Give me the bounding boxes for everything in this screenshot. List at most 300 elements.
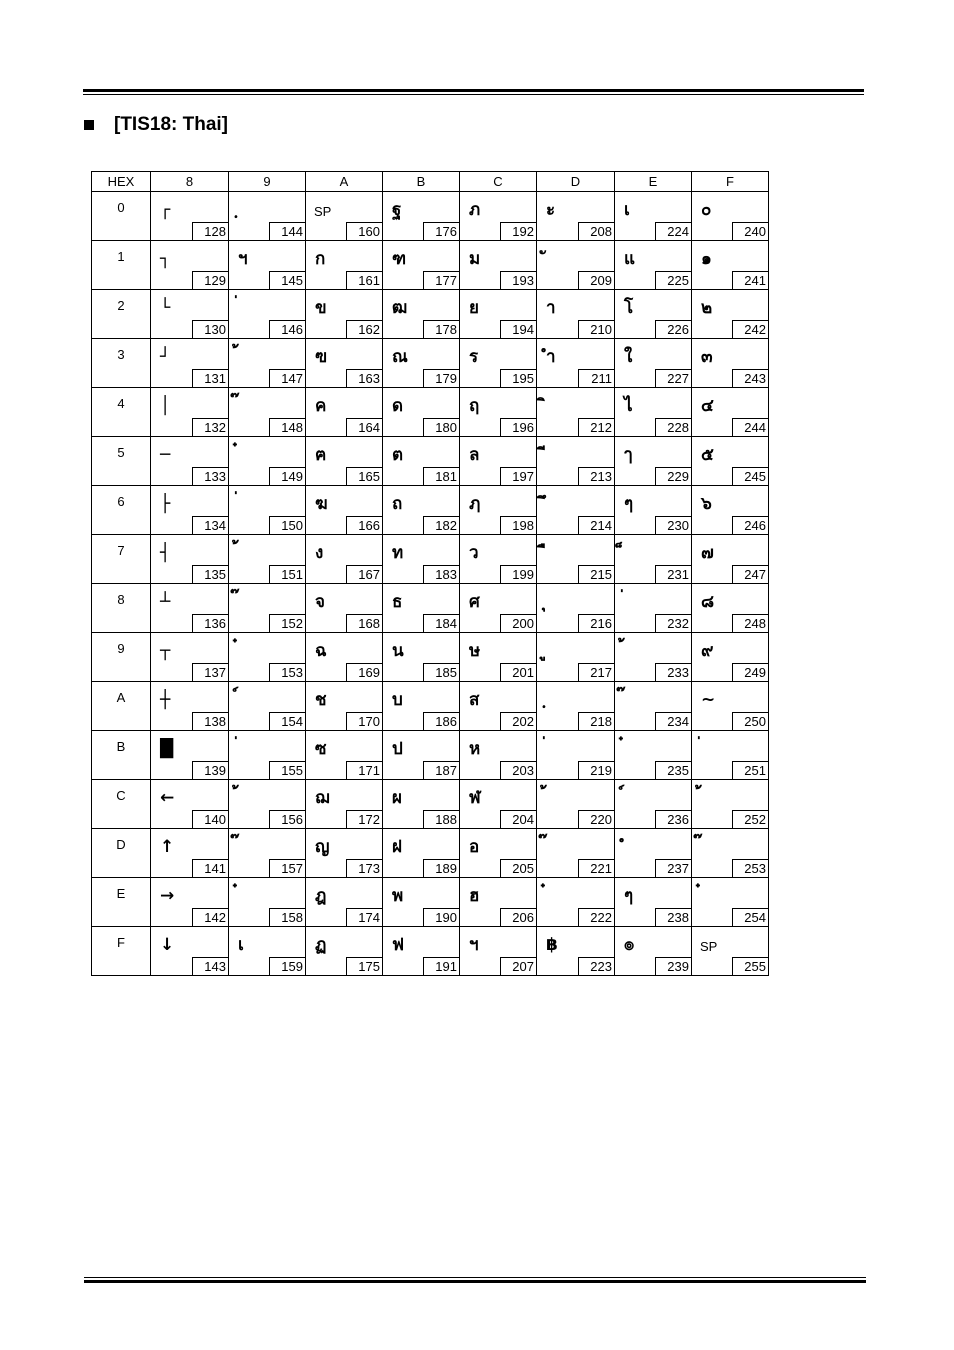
char-cell — [306, 388, 383, 437]
table-row — [92, 437, 769, 486]
char-cell — [537, 878, 615, 927]
char-code: 153 — [269, 663, 306, 682]
char-cell — [306, 927, 383, 976]
char-code: 169 — [346, 663, 383, 682]
char-code: 187 — [423, 761, 460, 780]
char-code: 135 — [192, 565, 229, 584]
row-hex-label: 5 — [92, 437, 151, 486]
char-glyph: เ — [624, 200, 630, 220]
row-hex-label: 1 — [92, 241, 151, 290]
char-glyph: ฑ — [392, 249, 407, 269]
char-code: 147 — [269, 369, 306, 388]
char-code: 196 — [500, 418, 537, 437]
row-hex-label: 8 — [92, 584, 151, 633]
char-cell — [615, 878, 692, 927]
char-glyph: └ — [160, 298, 171, 318]
char-code: 193 — [500, 271, 537, 290]
char-glyph: ๔ — [701, 396, 714, 416]
char-cell — [615, 927, 692, 976]
char-glyph: ๆ — [624, 494, 634, 514]
char-code: 166 — [346, 516, 383, 535]
char-cell — [229, 241, 306, 290]
char-code: 191 — [423, 957, 460, 976]
char-code: 176 — [423, 222, 460, 241]
char-code: 194 — [500, 320, 537, 339]
char-cell — [460, 241, 537, 290]
char-glyph: → — [160, 886, 175, 906]
char-cell — [383, 486, 460, 535]
char-code: 216 — [578, 614, 615, 633]
char-cell — [460, 584, 537, 633]
char-code: 195 — [500, 369, 537, 388]
char-cell — [151, 927, 229, 976]
char-code: 141 — [192, 859, 229, 878]
char-cell — [460, 878, 537, 927]
char-cell — [306, 241, 383, 290]
char-glyph: ├ — [160, 494, 171, 514]
char-cell — [306, 731, 383, 780]
char-code: 163 — [346, 369, 383, 388]
char-glyph: ← — [160, 788, 175, 808]
char-cell — [151, 486, 229, 535]
char-cell — [460, 731, 537, 780]
char-code: 248 — [732, 614, 769, 633]
char-code: 161 — [346, 271, 383, 290]
char-glyph: ศ — [469, 592, 480, 612]
char-code: 226 — [655, 320, 692, 339]
char-glyph: ๖ — [701, 494, 712, 514]
char-cell — [692, 731, 769, 780]
char-glyph: ┴ — [160, 592, 171, 612]
char-code: 165 — [346, 467, 383, 486]
char-glyph: ๅ — [624, 445, 633, 465]
char-glyph: ฟ — [392, 935, 405, 955]
char-code: 181 — [423, 467, 460, 486]
char-glyph: ท — [392, 543, 404, 563]
char-cell — [229, 290, 306, 339]
table-header-row — [92, 172, 769, 192]
char-cell — [383, 584, 460, 633]
table-row — [92, 535, 769, 584]
char-cell — [383, 535, 460, 584]
char-glyph: ฯ — [238, 249, 248, 269]
column-header: 9 — [229, 172, 306, 192]
char-glyph: ฐ — [392, 200, 402, 220]
char-code: 204 — [500, 810, 537, 829]
char-glyph: ๆ — [624, 886, 634, 906]
char-cell — [229, 780, 306, 829]
char-cell — [229, 731, 306, 780]
char-cell — [460, 486, 537, 535]
char-code: 250 — [732, 712, 769, 731]
char-cell — [383, 241, 460, 290]
char-cell — [460, 829, 537, 878]
char-glyph: ม — [469, 249, 481, 269]
char-cell — [306, 584, 383, 633]
char-glyph: ┼ — [160, 690, 171, 710]
char-code: 199 — [500, 565, 537, 584]
char-code: 224 — [655, 222, 692, 241]
char-glyph: ค — [315, 396, 327, 416]
char-glyph: ๙ — [701, 641, 714, 661]
char-cell — [383, 437, 460, 486]
row-hex-label: D — [92, 829, 151, 878]
char-cell — [383, 682, 460, 731]
char-glyph: ผ — [392, 788, 402, 808]
char-code: 174 — [346, 908, 383, 927]
char-cell — [537, 731, 615, 780]
character-code-table — [91, 171, 769, 976]
char-code: 140 — [192, 810, 229, 829]
char-code: 162 — [346, 320, 383, 339]
char-cell — [229, 682, 306, 731]
char-cell — [229, 486, 306, 535]
char-glyph: ┤ — [160, 543, 171, 563]
char-glyph: ย — [469, 298, 479, 318]
char-code: 186 — [423, 712, 460, 731]
char-cell — [537, 388, 615, 437]
char-glyph: ซ — [315, 739, 327, 759]
char-glyph: พ — [392, 886, 404, 906]
char-code: 155 — [269, 761, 306, 780]
char-code: 203 — [500, 761, 537, 780]
char-code: 130 — [192, 320, 229, 339]
char-code: 137 — [192, 663, 229, 682]
char-code: 185 — [423, 663, 460, 682]
char-glyph: ~ — [701, 690, 716, 710]
char-cell — [151, 388, 229, 437]
char-code: 251 — [732, 761, 769, 780]
char-glyph: ป — [392, 739, 403, 759]
char-cell — [460, 290, 537, 339]
char-glyph: ฯ — [469, 935, 479, 955]
char-code: 214 — [578, 516, 615, 535]
char-code: 143 — [192, 957, 229, 976]
char-cell — [615, 584, 692, 633]
char-code: 156 — [269, 810, 306, 829]
char-code: 210 — [578, 320, 615, 339]
char-glyph: ษ — [469, 641, 481, 661]
char-cell — [383, 339, 460, 388]
row-hex-label: B — [92, 731, 151, 780]
column-header: C — [460, 172, 537, 192]
char-cell — [151, 339, 229, 388]
char-glyph: ล — [469, 445, 480, 465]
char-cell — [615, 633, 692, 682]
char-glyph: ะ — [546, 200, 556, 220]
char-cell — [460, 682, 537, 731]
char-glyph: ↑ — [160, 837, 175, 857]
table-row — [92, 290, 769, 339]
char-cell — [151, 731, 229, 780]
char-cell — [151, 437, 229, 486]
char-glyph: ภ — [469, 200, 481, 220]
char-code: 239 — [655, 957, 692, 976]
char-code: 158 — [269, 908, 306, 927]
char-glyph: SP — [314, 204, 332, 219]
char-code: 178 — [423, 320, 460, 339]
char-cell — [692, 535, 769, 584]
char-glyph: ↓ — [160, 935, 175, 955]
char-code: 190 — [423, 908, 460, 927]
char-cell — [615, 780, 692, 829]
char-code: 197 — [500, 467, 537, 486]
char-code: 242 — [732, 320, 769, 339]
char-cell — [692, 290, 769, 339]
char-code: 249 — [732, 663, 769, 682]
char-glyph: SP — [700, 939, 718, 954]
char-code: 211 — [578, 369, 615, 388]
char-cell — [692, 192, 769, 241]
char-glyph: บ — [392, 690, 403, 710]
char-cell — [229, 584, 306, 633]
char-code: 180 — [423, 418, 460, 437]
char-code: 218 — [578, 712, 615, 731]
char-cell — [383, 780, 460, 829]
char-glyph: ๒ — [701, 298, 713, 318]
char-cell — [460, 339, 537, 388]
char-cell — [460, 780, 537, 829]
char-code: 237 — [655, 859, 692, 878]
char-code: 225 — [655, 271, 692, 290]
char-glyph: ฉ — [315, 641, 327, 661]
char-cell — [460, 633, 537, 682]
char-code: 152 — [269, 614, 306, 633]
char-cell — [151, 290, 229, 339]
char-cell — [229, 388, 306, 437]
char-cell — [692, 339, 769, 388]
char-cell — [229, 878, 306, 927]
char-code: 230 — [655, 516, 692, 535]
char-cell — [151, 780, 229, 829]
row-hex-label: 3 — [92, 339, 151, 388]
char-code: 252 — [732, 810, 769, 829]
char-glyph: ฬ — [469, 788, 481, 808]
char-code: 148 — [269, 418, 306, 437]
row-hex-label: F — [92, 927, 151, 976]
char-glyph: ๕ — [701, 445, 714, 465]
char-code: 223 — [578, 957, 615, 976]
char-cell — [692, 486, 769, 535]
char-glyph: ๘ — [701, 592, 715, 612]
char-code: 182 — [423, 516, 460, 535]
char-cell — [151, 584, 229, 633]
table-row — [92, 682, 769, 731]
char-code: 232 — [655, 614, 692, 633]
char-code: 170 — [346, 712, 383, 731]
char-cell — [615, 486, 692, 535]
char-glyph: ห — [469, 739, 481, 759]
char-code: 235 — [655, 761, 692, 780]
char-glyph: ฏ — [315, 935, 327, 955]
square-bullet-icon — [84, 120, 94, 130]
char-cell — [615, 829, 692, 878]
char-cell — [692, 437, 769, 486]
row-hex-label: 9 — [92, 633, 151, 682]
char-code: 179 — [423, 369, 460, 388]
char-code: 202 — [500, 712, 537, 731]
char-cell — [692, 878, 769, 927]
char-cell — [615, 388, 692, 437]
char-glyph: ─ — [160, 445, 171, 465]
char-code: 243 — [732, 369, 769, 388]
char-code: 159 — [269, 957, 306, 976]
char-code: 213 — [578, 467, 615, 486]
char-cell — [306, 339, 383, 388]
char-code: 222 — [578, 908, 615, 927]
char-glyph: โ — [624, 298, 634, 318]
char-cell — [306, 535, 383, 584]
char-code: 227 — [655, 369, 692, 388]
char-cell — [615, 535, 692, 584]
char-code: 236 — [655, 810, 692, 829]
char-glyph: ร — [469, 347, 479, 367]
char-code: 173 — [346, 859, 383, 878]
char-code: 253 — [732, 859, 769, 878]
row-hex-label: 0 — [92, 192, 151, 241]
char-glyph: ใ — [624, 347, 633, 367]
char-cell — [615, 241, 692, 290]
column-header: A — [306, 172, 383, 192]
char-glyph: ฌ — [315, 788, 330, 808]
char-cell — [306, 486, 383, 535]
char-code: 151 — [269, 565, 306, 584]
table-row — [92, 584, 769, 633]
char-cell — [537, 192, 615, 241]
char-code: 136 — [192, 614, 229, 633]
char-glyph: ฆ — [315, 494, 328, 514]
char-cell — [151, 241, 229, 290]
char-cell — [229, 927, 306, 976]
char-cell — [383, 633, 460, 682]
char-cell — [537, 290, 615, 339]
char-glyph: ด — [392, 396, 404, 416]
char-glyph: ณ — [392, 347, 408, 367]
char-cell — [537, 486, 615, 535]
char-code: 205 — [500, 859, 537, 878]
char-code: 231 — [655, 565, 692, 584]
char-code: 188 — [423, 810, 460, 829]
char-glyph: ข — [315, 298, 327, 318]
char-code: 208 — [578, 222, 615, 241]
char-cell — [537, 633, 615, 682]
char-glyph: า — [546, 298, 556, 318]
char-cell — [383, 878, 460, 927]
table-row — [92, 486, 769, 535]
char-cell — [306, 290, 383, 339]
char-cell — [229, 437, 306, 486]
row-hex-label: C — [92, 780, 151, 829]
char-cell — [151, 878, 229, 927]
char-glyph: │ — [160, 396, 171, 416]
char-code: 240 — [732, 222, 769, 241]
char-code: 184 — [423, 614, 460, 633]
row-hex-label: E — [92, 878, 151, 927]
char-cell — [229, 633, 306, 682]
char-code: 207 — [500, 957, 537, 976]
char-cell — [615, 339, 692, 388]
char-code: 129 — [192, 271, 229, 290]
char-glyph: ฦ — [469, 494, 481, 514]
char-glyph: ญ — [315, 837, 330, 857]
char-glyph: ธ — [392, 592, 403, 612]
char-code: 254 — [732, 908, 769, 927]
char-code: 183 — [423, 565, 460, 584]
char-code: 154 — [269, 712, 306, 731]
char-glyph: ต — [392, 445, 404, 465]
char-code: 150 — [269, 516, 306, 535]
char-cell — [229, 829, 306, 878]
char-cell — [151, 633, 229, 682]
table-row — [92, 927, 769, 976]
char-cell — [151, 682, 229, 731]
char-code: 220 — [578, 810, 615, 829]
char-glyph: ฮ — [469, 886, 480, 906]
char-code: 229 — [655, 467, 692, 486]
char-glyph: ฃ — [315, 347, 328, 367]
char-glyph: แ — [624, 249, 635, 269]
row-hex-label: 4 — [92, 388, 151, 437]
char-cell — [537, 339, 615, 388]
char-cell — [537, 535, 615, 584]
char-code: 175 — [346, 957, 383, 976]
char-code: 245 — [732, 467, 769, 486]
char-code: 255 — [732, 957, 769, 976]
row-hex-label: 6 — [92, 486, 151, 535]
char-code: 247 — [732, 565, 769, 584]
char-glyph: น — [392, 641, 404, 661]
char-cell — [383, 927, 460, 976]
char-code: 160 — [346, 222, 383, 241]
footer-rule — [84, 1277, 866, 1283]
char-code: 177 — [423, 271, 460, 290]
row-hex-label: A — [92, 682, 151, 731]
table-row — [92, 192, 769, 241]
char-cell — [692, 927, 769, 976]
column-header: E — [615, 172, 692, 192]
char-cell — [615, 437, 692, 486]
char-glyph: ๏ — [624, 935, 635, 955]
char-cell — [615, 731, 692, 780]
char-glyph: ฒ — [392, 298, 408, 318]
hex-header: HEX — [92, 172, 151, 192]
char-cell — [537, 682, 615, 731]
char-code: 139 — [192, 761, 229, 780]
char-glyph: ก — [315, 249, 326, 269]
char-cell — [692, 633, 769, 682]
char-code: 133 — [192, 467, 229, 486]
char-glyph: ช — [315, 690, 327, 710]
char-code: 238 — [655, 908, 692, 927]
char-code: 172 — [346, 810, 383, 829]
char-cell — [383, 388, 460, 437]
char-cell — [229, 192, 306, 241]
char-code: 138 — [192, 712, 229, 731]
char-code: 157 — [269, 859, 306, 878]
char-cell — [537, 927, 615, 976]
char-code: 128 — [192, 222, 229, 241]
char-code: 244 — [732, 418, 769, 437]
char-glyph: ┐ — [160, 249, 171, 269]
column-header: D — [537, 172, 615, 192]
char-glyph: ┬ — [160, 641, 171, 661]
char-glyph: ฿ — [546, 935, 558, 955]
char-cell — [306, 682, 383, 731]
char-code: 228 — [655, 418, 692, 437]
char-code: 234 — [655, 712, 692, 731]
char-glyph: ๑ — [701, 249, 712, 269]
char-code: 149 — [269, 467, 306, 486]
